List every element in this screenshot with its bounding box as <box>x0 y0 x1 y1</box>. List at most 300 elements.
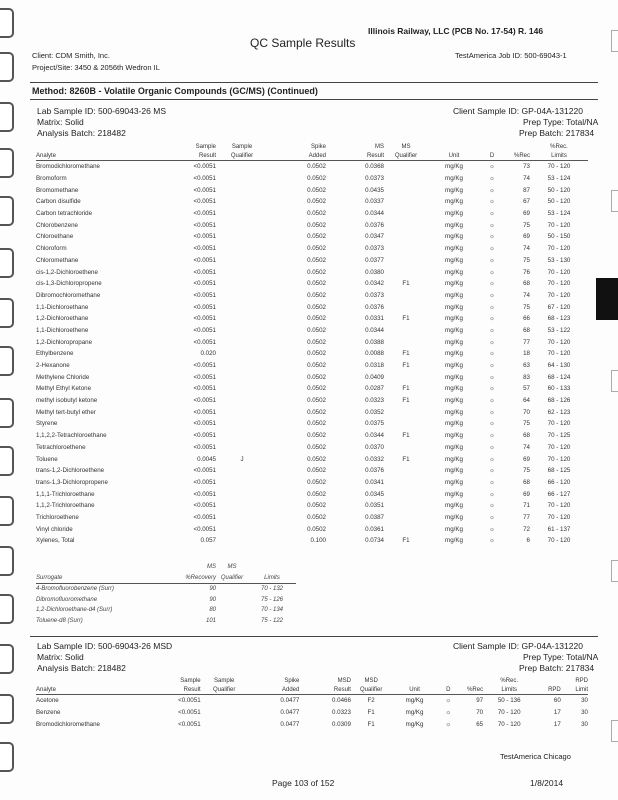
ms-row-cell: 0.0377 <box>365 256 384 264</box>
ms-row-cell: <0.0051 <box>193 408 216 416</box>
ms-row <box>36 290 588 302</box>
col-head-top: Sample <box>195 143 216 150</box>
ms-row-cell: 0.0376 <box>365 221 384 229</box>
ms-row-cell: 75 <box>523 467 530 475</box>
ms-row-cell: mg/Kg <box>445 502 463 510</box>
ms-row-cell: mg/Kg <box>445 350 463 358</box>
ms-row-cell: 68 - 123 <box>547 315 571 323</box>
ms-row-cell: 0.0502 <box>307 186 326 194</box>
ms-row-cell: Trichloroethene <box>36 513 79 521</box>
msd-col-head-top: Sample <box>214 677 235 684</box>
ms-row-cell <box>216 477 268 489</box>
ms-row-cell: 67 <box>523 198 530 206</box>
ms-row-cell <box>216 442 268 454</box>
ms-row-cell: Chloroform <box>36 245 67 253</box>
ms-row-cell: 0.0344 <box>365 210 384 218</box>
col-head-added: Added <box>308 152 326 159</box>
binder-hole <box>0 496 14 526</box>
msd-row-cell: 0.0477 <box>280 697 300 705</box>
ms-row-cell: mg/Kg <box>445 513 463 521</box>
ms-row-cell: 0.0502 <box>307 385 326 393</box>
ms-row-cell: 0.0373 <box>365 291 384 299</box>
msd-col-head: %Rec <box>467 686 484 693</box>
surrogate-row <box>36 595 296 606</box>
ms-row-cell: 0.0341 <box>365 478 384 486</box>
ms-row-cell: 0.0435 <box>365 186 384 194</box>
ms-row-cell: 0.0351 <box>365 502 384 510</box>
ms-row-cell: 70 - 120 <box>547 291 571 299</box>
binder-hole <box>0 102 14 132</box>
surrogate-row-cell: 90 <box>209 586 216 593</box>
msd-col-head: Qualifier <box>359 686 383 693</box>
msd-row <box>36 707 588 719</box>
msd-row-cell: 70 - 120 <box>497 709 521 717</box>
msd-row-cell: 0.0466 <box>331 697 351 705</box>
msd-row-cell: 0.0477 <box>280 720 300 728</box>
ms-row-cell: 75 <box>523 221 530 229</box>
ms-row-cell: ☼ <box>489 513 495 521</box>
ms-row-cell <box>384 336 428 348</box>
ms-row-cell: 1,1,1-Trichloroethane <box>36 490 95 498</box>
binder-hole <box>0 694 14 724</box>
ms-row-cell: ☼ <box>489 525 495 533</box>
table-header <box>36 151 588 161</box>
binder-hole <box>0 398 14 428</box>
ms-row <box>36 535 588 547</box>
col-head-top: MS <box>401 143 411 150</box>
ms-row-cell: Carbon disulfide <box>36 198 81 206</box>
ms-row-cell <box>384 406 428 418</box>
binder-hole <box>0 546 14 576</box>
ms-row-cell: 0.0502 <box>307 467 326 475</box>
ms-row-cell: 18 <box>523 350 530 358</box>
msd-col-head: Limits <box>501 686 518 693</box>
msd-prep-type: Prep Type: Total/NA <box>523 652 599 662</box>
ms-row-cell: 71 <box>523 502 530 510</box>
msd-row-cell: mg/Kg <box>405 709 424 717</box>
ms-row-cell <box>384 465 428 477</box>
ms-row-cell: <0.0051 <box>193 291 216 299</box>
ms-row-cell: Methyl Ethyl Ketone <box>36 385 92 393</box>
ms-analysis-batch: Analysis Batch: 218482 <box>37 128 126 138</box>
ms-row-cell: 0.0370 <box>365 443 384 451</box>
ms-row <box>36 348 588 360</box>
ms-lab-sample-id: Lab Sample ID: 500-69043-26 MS <box>37 106 166 116</box>
ms-row-cell: ☼ <box>489 198 495 206</box>
ms-row-cell: 70 - 120 <box>547 221 571 229</box>
ms-row-cell: mg/Kg <box>445 221 463 229</box>
ms-row-cell: 75 <box>523 256 530 264</box>
binder-hole <box>0 8 14 38</box>
ms-row-cell <box>384 161 428 173</box>
binder-hole <box>0 52 14 82</box>
ms-row-cell: ☼ <box>489 210 495 218</box>
ms-row-cell: mg/Kg <box>445 397 463 405</box>
msd-matrix: Matrix: Solid <box>37 652 84 662</box>
ms-row-cell: Chloroethane <box>36 233 74 241</box>
ms-row-cell: 68 <box>523 432 530 440</box>
ms-row-cell: 1,2-Dichloropropane <box>36 338 93 346</box>
ms-row-cell: Vinyl chloride <box>36 525 73 533</box>
ms-row-cell: ☼ <box>489 408 495 416</box>
ms-row-cell: mg/Kg <box>445 315 463 323</box>
ms-row-cell: 0.0502 <box>307 268 326 276</box>
ms-row-cell <box>384 477 428 489</box>
msd-col-head-top: Spike <box>284 677 300 684</box>
surrogate-row-cell <box>216 595 248 606</box>
ms-row <box>36 453 588 465</box>
project-site: Project/Site: 3450 & 2056th Wedron IL <box>32 63 160 72</box>
ms-row-cell: 0.0342 <box>365 280 384 288</box>
ms-row-cell: 0.0502 <box>307 455 326 463</box>
ms-row <box>36 161 588 173</box>
ms-row-cell: 0.0387 <box>365 513 384 521</box>
ms-row-cell: <0.0051 <box>193 432 216 440</box>
surr-col-head-top: MS <box>227 564 237 571</box>
binder-hole <box>0 248 14 278</box>
surrogate-row-cell: Toluene-d8 (Surr) <box>36 617 83 624</box>
ms-row-cell: mg/Kg <box>445 525 463 533</box>
ms-row-cell: 69 <box>523 210 530 218</box>
ms-row-cell: 77 <box>523 338 530 346</box>
ms-row-cell: 70 - 120 <box>547 443 571 451</box>
binder-hole <box>0 742 14 772</box>
ms-row-cell <box>216 348 268 360</box>
ms-row-cell: 68 <box>523 326 530 334</box>
ms-row-cell: <0.0051 <box>193 163 216 171</box>
ms-row-cell: cis-1,2-Dichloroethene <box>36 268 98 276</box>
ms-row-cell <box>384 500 428 512</box>
col-head-d: D <box>489 152 495 159</box>
ms-row <box>36 360 588 372</box>
ms-row-cell: <0.0051 <box>193 175 216 183</box>
ms-row-cell: Xylenes, Total <box>36 537 75 545</box>
ms-row-cell: 0.0502 <box>307 210 326 218</box>
ms-row-cell: 0.100 <box>310 537 326 545</box>
msd-row-cell: 17 <box>553 720 561 728</box>
ms-row-cell: Methylene Chloride <box>36 373 90 381</box>
ms-row-cell: <0.0051 <box>193 245 216 253</box>
surrogate-row-cell: 70 - 134 <box>260 607 284 614</box>
ms-row-cell: ☼ <box>489 315 495 323</box>
ms-row-cell: mg/Kg <box>445 280 463 288</box>
msd-row-cell: 17 <box>553 709 561 717</box>
ms-row-cell: <0.0051 <box>193 397 216 405</box>
ms-results-table <box>36 142 588 547</box>
ms-row <box>36 243 588 255</box>
ms-row-cell: 0.0352 <box>365 408 384 416</box>
ms-row-cell: mg/Kg <box>445 163 463 171</box>
ms-row-cell: 0.0361 <box>365 525 384 533</box>
ms-row-cell: 0.0345 <box>365 490 384 498</box>
method-title: Method: 8260B - Volatile Organic Compounds (GC/MS) (Continued) <box>32 86 318 96</box>
ms-row-cell: <0.0051 <box>193 186 216 194</box>
ms-row-cell: 0.0502 <box>307 350 326 358</box>
ms-row-cell: 1,1,2-Trichloroethane <box>36 502 95 510</box>
ms-row-cell: 6 <box>526 537 530 545</box>
ms-row-cell: 0.0376 <box>365 303 384 311</box>
ms-row-cell <box>216 523 268 535</box>
ms-row-cell: 1,1-Dichloroethene <box>36 326 89 334</box>
edge-mark <box>611 720 618 742</box>
ms-row <box>36 313 588 325</box>
ms-row-cell <box>384 371 428 383</box>
surrogate-row-cell: 1,2-Dichloroethane-d4 (Surr) <box>36 607 113 614</box>
ms-row-cell: 0.0502 <box>307 373 326 381</box>
ms-row-cell: 74 <box>523 175 530 183</box>
ms-row-cell: F1 <box>402 455 410 463</box>
ms-row-cell: mg/Kg <box>445 537 463 545</box>
surrogate-table <box>36 562 296 626</box>
msd-row-cell: ☼ <box>445 709 452 717</box>
ms-row-cell: ☼ <box>489 245 495 253</box>
ms-row-cell: mg/Kg <box>445 490 463 498</box>
msd-row-cell <box>201 718 248 730</box>
ms-row-cell: 68 - 124 <box>547 373 571 381</box>
ms-row-cell: 0.0376 <box>365 467 384 475</box>
ms-row-cell: 0.0502 <box>307 397 326 405</box>
msd-row-cell: ☼ <box>445 697 452 705</box>
ms-row-cell: 69 <box>523 490 530 498</box>
msd-col-head: Result <box>183 686 201 693</box>
ms-row-cell: <0.0051 <box>193 467 216 475</box>
msd-row-cell: F2 <box>367 697 375 705</box>
surrogate-header-top <box>36 562 296 573</box>
ms-row-cell: <0.0051 <box>193 338 216 346</box>
col-head-top: Spike <box>310 143 326 150</box>
binder-hole <box>0 594 14 624</box>
ms-row-cell: 70 <box>523 408 530 416</box>
ms-row-cell: 0.0502 <box>307 198 326 206</box>
ms-row-cell: 0.0502 <box>307 432 326 440</box>
msd-row-cell: mg/Kg <box>405 697 424 705</box>
msd-lab-sample-id: Lab Sample ID: 500-69043-26 MSD <box>37 641 173 651</box>
ms-row-cell <box>384 208 428 220</box>
ms-row <box>36 173 588 185</box>
msd-row-cell: 0.0323 <box>331 709 351 717</box>
ms-row-cell: <0.0051 <box>193 373 216 381</box>
ms-row-cell <box>384 488 428 500</box>
ms-row-cell: <0.0051 <box>193 233 216 241</box>
ms-row <box>36 488 588 500</box>
ms-row-cell <box>384 173 428 185</box>
ms-row-cell <box>216 173 268 185</box>
ms-row-cell: <0.0051 <box>193 525 216 533</box>
ms-row-cell: 0.0502 <box>307 280 326 288</box>
msd-row-cell: 0.0477 <box>280 709 300 717</box>
ms-row-cell: 0.0502 <box>307 175 326 183</box>
msd-row-cell: <0.0051 <box>178 720 201 728</box>
ms-row-cell: 0.0409 <box>365 373 384 381</box>
ms-row-cell <box>216 266 268 278</box>
ms-row-cell: 70 - 125 <box>547 432 571 440</box>
msd-row <box>36 718 588 730</box>
msd-row-cell: <0.0051 <box>178 697 201 705</box>
ms-row-cell: mg/Kg <box>445 186 463 194</box>
ms-row-cell <box>384 442 428 454</box>
ms-row-cell: 73 <box>523 163 530 171</box>
msd-row-cell: 30 <box>581 709 588 717</box>
ms-row <box>36 418 588 430</box>
ms-row-cell: trans-1,2-Dichloroethene <box>36 467 105 475</box>
ms-row-cell <box>216 360 268 372</box>
ms-row-cell: 72 <box>523 525 530 533</box>
ms-row-cell: <0.0051 <box>193 256 216 264</box>
ms-row-cell: 0.0502 <box>307 513 326 521</box>
ms-row-cell: ☼ <box>489 350 495 358</box>
msd-col-head-top: %Rec. <box>500 677 519 684</box>
ms-row-cell: Methyl tert-butyl ether <box>36 408 96 416</box>
ms-row-cell: <0.0051 <box>193 280 216 288</box>
ms-row <box>36 371 588 383</box>
ms-row-cell: 77 <box>523 513 530 521</box>
surrogate-row <box>36 584 296 595</box>
ms-row-cell: 60 - 133 <box>547 385 571 393</box>
msd-prep-batch: Prep Batch: 217834 <box>519 663 595 673</box>
ms-row-cell: mg/Kg <box>445 373 463 381</box>
ms-row <box>36 301 588 313</box>
ms-row-cell: <0.0051 <box>193 490 216 498</box>
msd-row-cell: 30 <box>581 720 588 728</box>
ms-row-cell: 0.0502 <box>307 233 326 241</box>
msd-col-head-top: MSD <box>364 677 378 684</box>
msd-col-head-top: RPD <box>575 677 588 684</box>
msd-row-cell: 97 <box>476 697 484 705</box>
ms-row <box>36 430 588 442</box>
ms-row-cell: <0.0051 <box>193 385 216 393</box>
ms-row-cell: 1,1,2,2-Tetrachloroethane <box>36 432 107 440</box>
table-header-top <box>36 142 588 151</box>
ms-row-cell: ☼ <box>489 163 495 171</box>
surrogate-row-cell: 90 <box>209 596 216 603</box>
msd-row-cell: 30 <box>581 697 588 705</box>
ms-row-cell: mg/Kg <box>445 432 463 440</box>
ms-row-cell: ☼ <box>489 478 495 486</box>
ms-row-cell: 62 - 123 <box>547 408 571 416</box>
surr-col-head: Qualifier <box>220 574 244 581</box>
ms-row-cell <box>216 313 268 325</box>
ms-row-cell <box>216 465 268 477</box>
ms-row-cell: mg/Kg <box>445 478 463 486</box>
ms-row-cell: 0.0502 <box>307 163 326 171</box>
ms-row-cell: 66 - 127 <box>547 490 571 498</box>
ms-row-cell <box>384 325 428 337</box>
ms-row-cell: 70 - 120 <box>547 513 571 521</box>
ms-row-cell <box>216 430 268 442</box>
ms-row-cell: ☼ <box>489 467 495 475</box>
surrogate-row-cell: 70 - 132 <box>260 586 284 593</box>
ms-row-cell: F1 <box>402 537 410 545</box>
ms-row-cell: 0.0502 <box>307 256 326 264</box>
msd-col-head: Result <box>333 686 351 693</box>
ms-row-cell: F1 <box>402 280 410 288</box>
ms-row-cell: 66 <box>523 315 530 323</box>
ms-row-cell: ☼ <box>489 537 495 545</box>
ms-row-cell: 63 <box>523 362 530 370</box>
ms-row-cell: <0.0051 <box>193 502 216 510</box>
binder-hole <box>0 298 14 328</box>
ms-row-cell: 0.0045 <box>197 455 216 463</box>
ms-row-cell <box>216 325 268 337</box>
ms-row-cell <box>216 512 268 524</box>
col-head-top: Sample <box>231 143 253 150</box>
ms-row-cell: ☼ <box>489 362 495 370</box>
ms-row-cell <box>216 255 268 267</box>
ms-row-cell: 70 - 120 <box>547 280 571 288</box>
ms-row-cell: 0.0502 <box>307 221 326 229</box>
msd-col-head: RPD <box>548 686 561 693</box>
ms-row-cell: 53 - 130 <box>547 256 571 264</box>
ms-row-cell: 0.0388 <box>365 338 384 346</box>
ms-row-cell: 87 <box>523 186 530 194</box>
ms-row-cell: 0.0375 <box>365 420 384 428</box>
edge-mark <box>611 370 618 392</box>
ms-row-cell: Dibromochloromethane <box>36 291 101 299</box>
surrogate-row-cell: 101 <box>205 617 216 624</box>
ms-row-cell: <0.0051 <box>193 326 216 334</box>
ms-row-cell <box>384 301 428 313</box>
ms-row-cell: 74 <box>523 291 530 299</box>
ms-row-cell: 0.0287 <box>365 385 384 393</box>
client-line: Client: CDM Smith, Inc. <box>32 51 110 60</box>
ms-row-cell: mg/Kg <box>445 338 463 346</box>
ms-row-cell: Ethylbenzene <box>36 350 74 358</box>
ms-row <box>36 278 588 290</box>
ms-row-cell <box>384 196 428 208</box>
msd-col-head-top: Sample <box>180 677 201 684</box>
ms-row-cell: <0.0051 <box>193 420 216 428</box>
ms-row-cell: ☼ <box>489 280 495 288</box>
msd-row-cell: Benzene <box>36 709 61 717</box>
ms-row <box>36 196 588 208</box>
ms-row-cell: 0.0318 <box>365 362 384 370</box>
msd-row-cell <box>201 707 248 719</box>
ms-row-cell: 64 - 130 <box>547 362 571 370</box>
ms-row <box>36 406 588 418</box>
ms-row-cell: <0.0051 <box>193 315 216 323</box>
ms-row-cell <box>216 500 268 512</box>
msd-row-cell: mg/Kg <box>405 720 424 728</box>
ms-row-cell: 67 - 120 <box>547 303 571 311</box>
lab-reference: Illinois Railway, LLC (PCB No. 17-54) R. 146 <box>368 26 544 36</box>
ms-row-cell: 70 - 120 <box>547 268 571 276</box>
ms-row-cell: 2-Hexanone <box>36 362 70 370</box>
ms-row-cell: Chloromethane <box>36 256 79 264</box>
ms-row-cell <box>384 290 428 302</box>
ms-row <box>36 523 588 535</box>
msd-row-cell: F1 <box>367 709 375 717</box>
ms-row-cell: Tetrachloroethene <box>36 443 86 451</box>
footer-date: 1/8/2014 <box>530 778 564 788</box>
ms-row-cell: 0.0502 <box>307 478 326 486</box>
page-title: QC Sample Results <box>250 36 356 50</box>
ms-row-cell: 0.0347 <box>365 233 384 241</box>
msd-row-cell: ☼ <box>445 720 452 728</box>
ms-row-cell: ☼ <box>489 221 495 229</box>
col-head-rec: %Rec <box>513 152 530 159</box>
ms-row-cell: mg/Kg <box>445 175 463 183</box>
ms-row-cell: <0.0051 <box>193 362 216 370</box>
ms-row-cell <box>216 184 268 196</box>
ms-row-cell: 0.0502 <box>307 443 326 451</box>
ms-row-cell: Bromomethane <box>36 186 79 194</box>
ms-row-cell: ☼ <box>489 233 495 241</box>
ms-row-cell: 1,1-Dichloroethane <box>36 303 89 311</box>
ms-row-cell: 0.0502 <box>307 245 326 253</box>
surrogate-row-cell: Dibromofluoromethane <box>36 596 98 603</box>
ms-row <box>36 477 588 489</box>
col-head-limits: Limits <box>551 152 567 159</box>
